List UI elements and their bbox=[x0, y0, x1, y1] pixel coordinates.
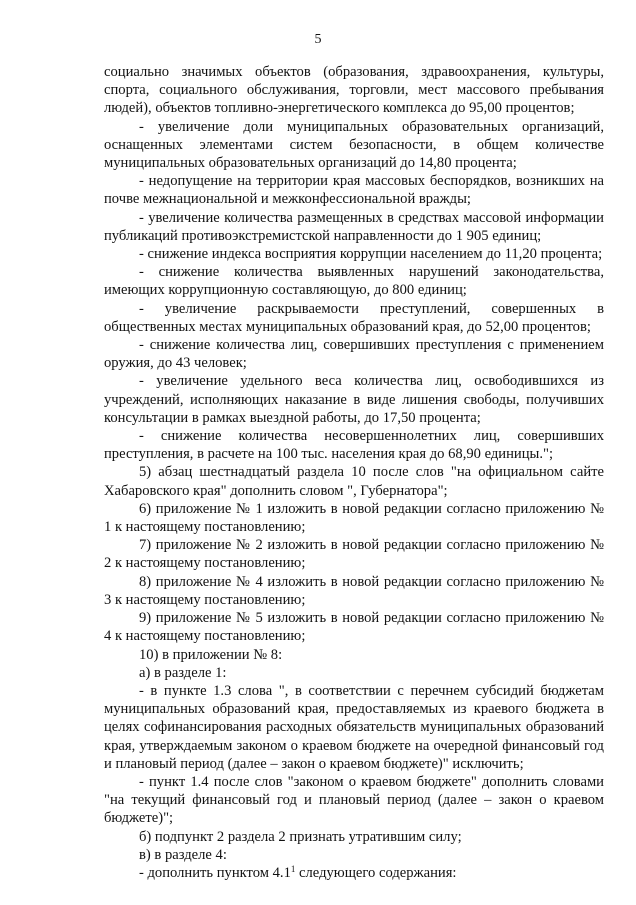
paragraph: 10) в приложении № 8: bbox=[139, 646, 283, 663]
paragraph: - увеличение количества размещенных в средствах массовой информации публикаций противоэкстремистской направленности до 1 905 единиц; bbox=[104, 209, 604, 244]
paragraph: - увеличение доли муниципальных образовательных организаций, оснащенных элементами систем безопасности, в общем количестве муниципальных образовательных организаций до 14,80 процента; bbox=[104, 118, 604, 172]
paragraph: 7) приложение № 2 изложить в новой редакции согласно приложению № 2 к настоящему постановлению; bbox=[104, 537, 604, 572]
paragraph: - увеличение раскрываемости преступлений, совершенных в общественных местах муниципальных образований края, до 52,00 процентов; bbox=[104, 300, 604, 335]
paragraph-tail: следующего содержания: bbox=[295, 864, 457, 881]
paragraph: 6) приложение № 1 изложить в новой редакции согласно приложению № 1 к настоящему постановлению; bbox=[104, 500, 604, 536]
paragraph: а) в разделе 1: bbox=[139, 664, 227, 681]
paragraph: - снижение количества выявленных нарушений законодательства, имеющих коррупционную составляющую, до 800 единиц; bbox=[104, 264, 604, 299]
paragraph: 9) приложение № 5 изложить в новой редакции согласно приложению № 4 к настоящему постановлению; bbox=[104, 610, 604, 645]
paragraph: - снижение индекса восприятия коррупции населением до 11,20 процента; bbox=[139, 246, 603, 263]
paragraph-text: - дополнить пунктом 4.1 bbox=[139, 864, 291, 881]
document-body bbox=[104, 63, 604, 882]
page-number: 5 bbox=[314, 32, 322, 47]
paragraph: - недопущение на территории края массовых беспорядков, возникших на почве межнациональной и межконфессиональной вражды; bbox=[104, 173, 604, 208]
paragraph: - в пункте 1.3 слова ", в соответствии с перечнем субсидий бюджетам муниципальных образований края, предоставляемых из краевого бюджета в целях софинансирования расходных обязательств муниципальных образований края, утверждаемым законом о краевом бюджете на очередной финансовый год и плановый период (далее – закон о краевом бюджете)" исключить; bbox=[104, 682, 604, 772]
superscript: 1 bbox=[290, 863, 296, 874]
paragraph: б) подпункт 2 раздела 2 признать утратившим силу; bbox=[139, 828, 462, 845]
paragraph: социально значимых объектов (образования, здравоохранения, культуры, спорта, социального обслуживания, торговли, мест массового пребывания людей), объектов топливно-энергетического комплекса до 95,00 процентов; bbox=[104, 64, 604, 117]
paragraph: в) в разделе 4: bbox=[139, 846, 227, 863]
paragraph: 5) абзац шестнадцатый раздела 10 после слов "на официальном сайте Хабаровского края" дополнить словом ", Губернатора"; bbox=[104, 464, 604, 499]
paragraph: - увеличение удельного веса количества лиц, освободившихся из учреждений, исполняющих наказание в виде лишения свободы, получивших консультации в рамках выездной работы, до 17,50 процента; bbox=[104, 373, 604, 426]
paragraph-with-superscript bbox=[104, 864, 604, 882]
paragraph: - снижение количества несовершеннолетних лиц, совершивших преступления, в расчете на 100 тыс. населения края до 68,90 единицы."; bbox=[104, 428, 604, 463]
paragraph: - снижение количества лиц, совершивших преступления с применением оружия, до 43 человек; bbox=[104, 337, 604, 372]
paragraph: - пункт 1.4 после слов "законом о краевом бюджете" дополнить словами "на текущий финансовый год и плановый период (далее – закон о краевом бюджете)"; bbox=[104, 773, 604, 827]
paragraph: 8) приложение № 4 изложить в новой редакции согласно приложению № 3 к настоящему постановлению; bbox=[104, 573, 604, 608]
